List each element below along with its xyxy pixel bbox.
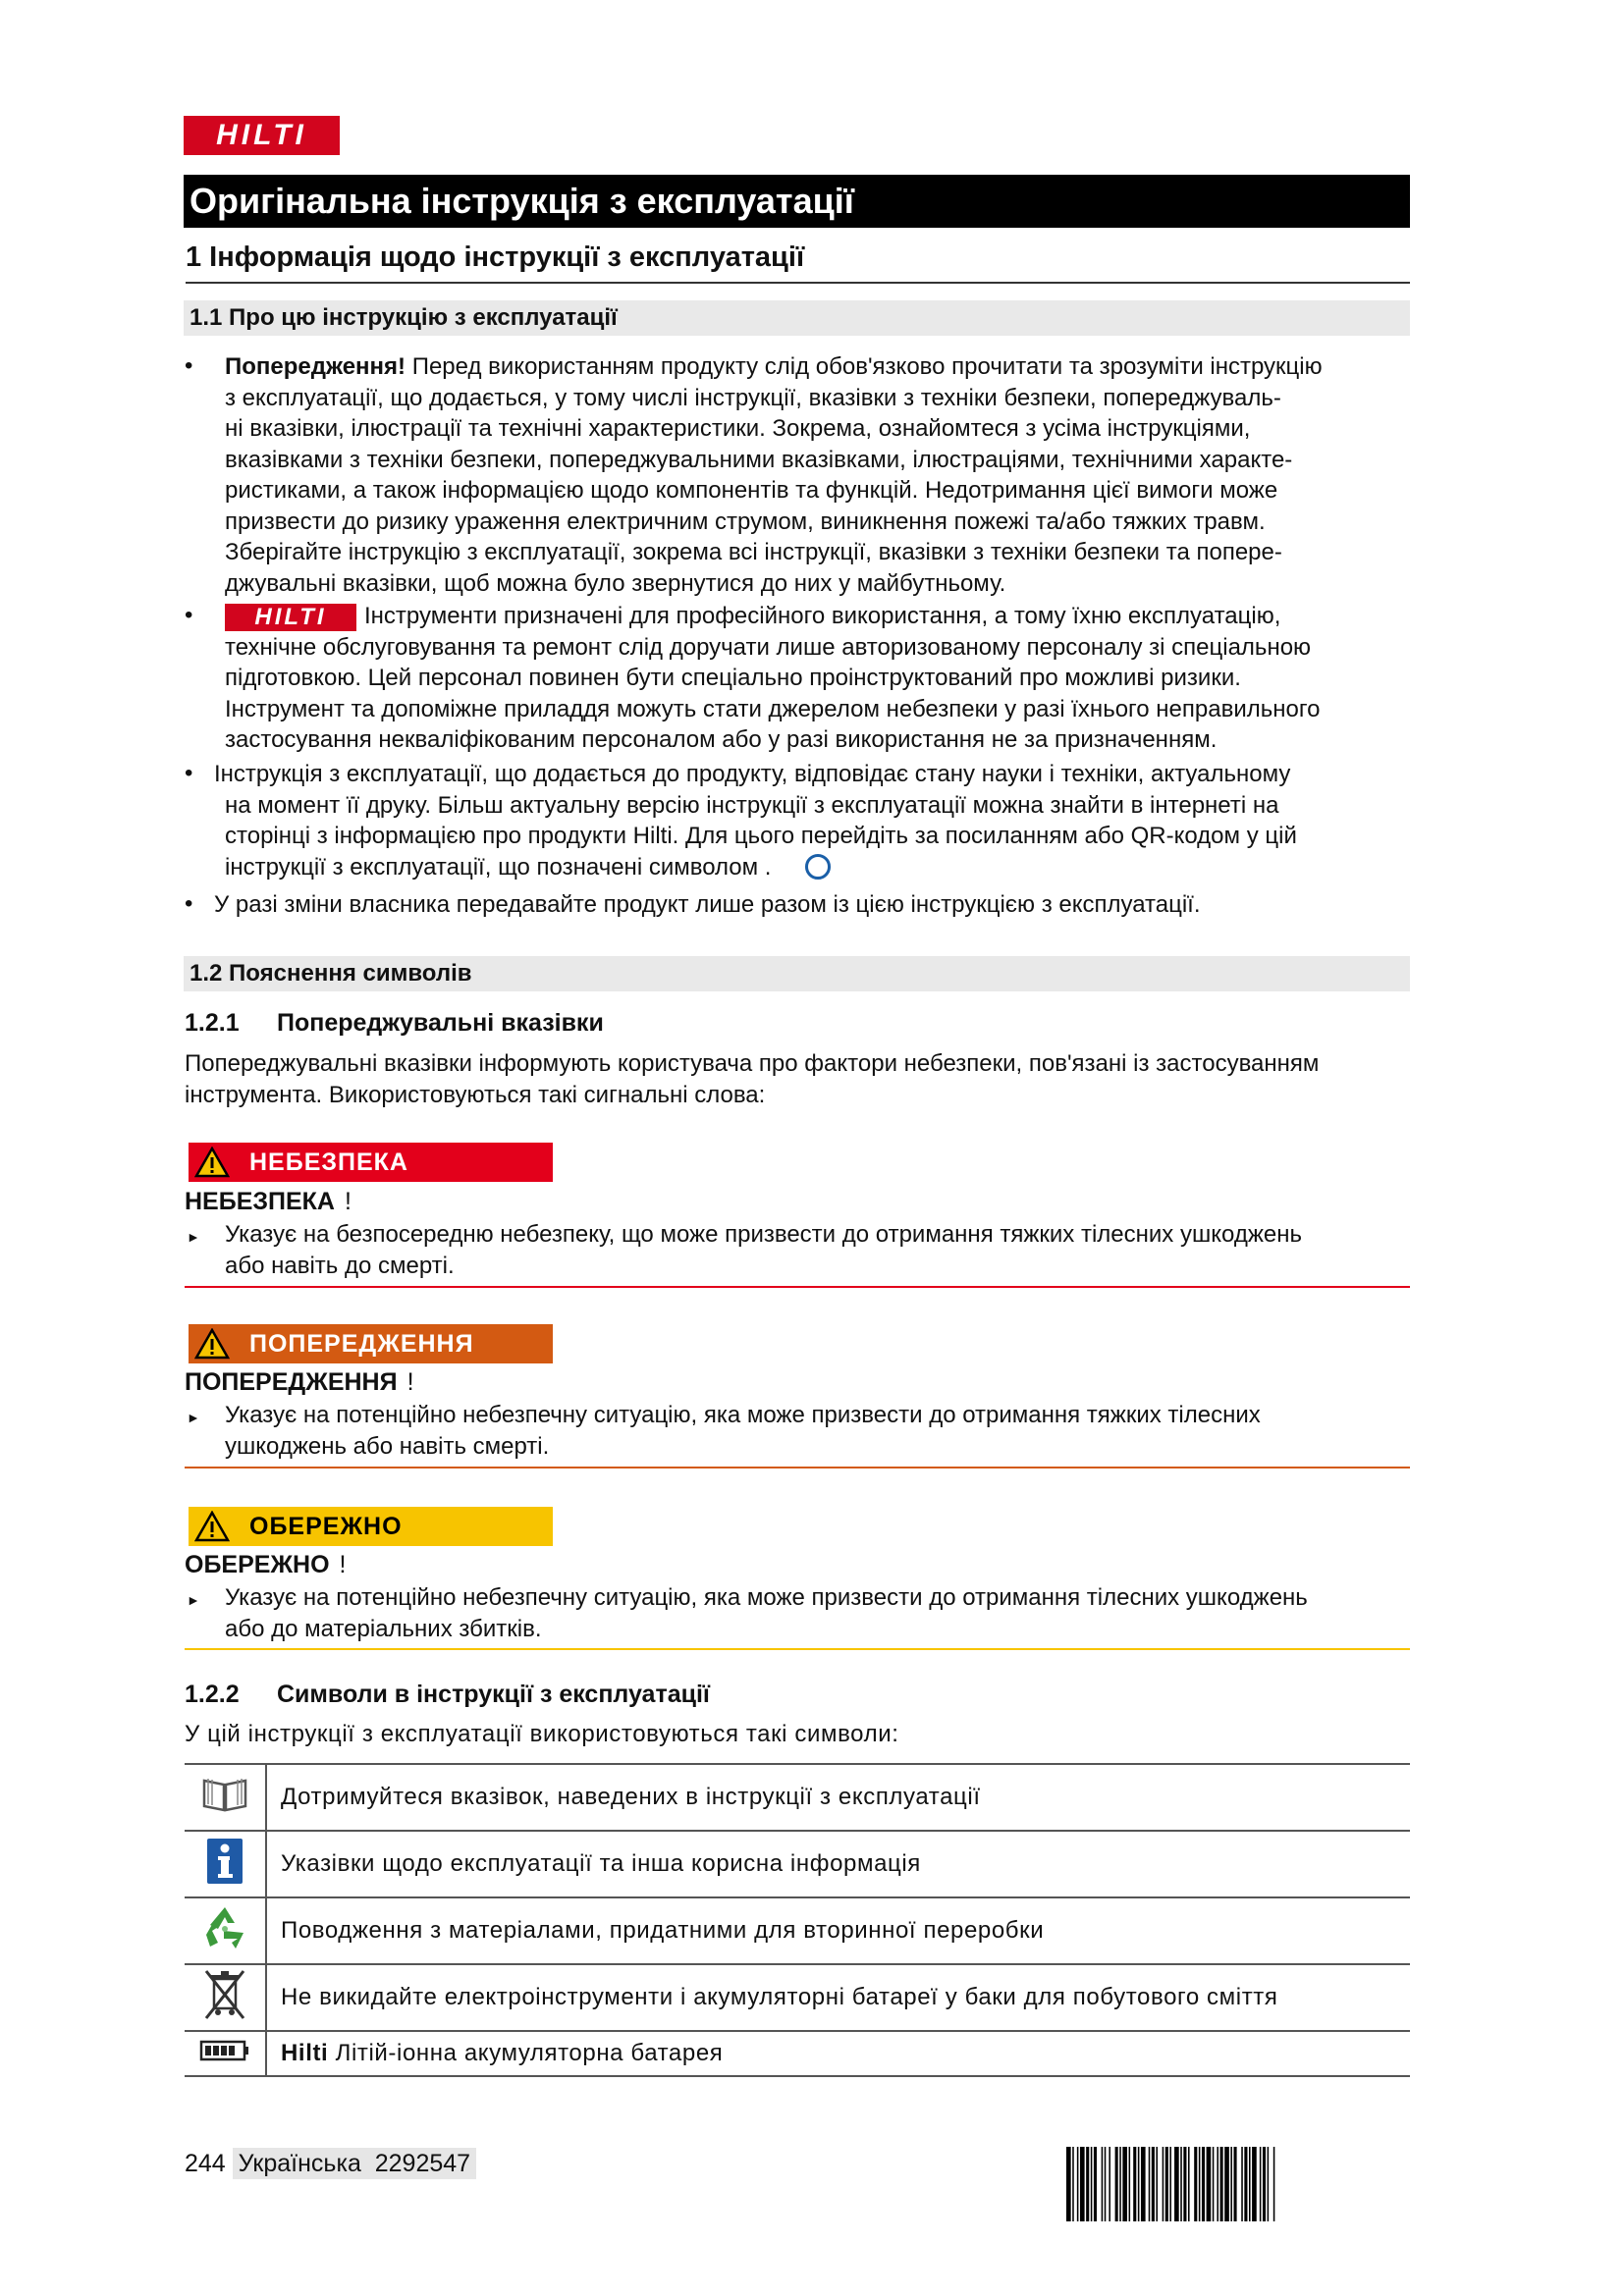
bullet-dot: • (185, 352, 193, 379)
recycle-icon (185, 1897, 266, 1964)
arrow-marker: ► (187, 1229, 200, 1245)
page-number: 244 (185, 2150, 226, 2177)
danger-description: Указує на безпосередню небезпеку, що може призвести до отримання тяжких тілесних ушкоджень або навіть до смерті. (225, 1221, 1302, 1279)
document-title: Оригінальна інструкція з експлуатації (184, 175, 1410, 228)
symbols-table (185, 1763, 1410, 2077)
caution-signal-word: ОБЕРЕЖНО ! (185, 1551, 347, 1578)
table-row: Дотримуйтеся вказівок, наведених в інструкції з експлуатації (185, 1764, 1410, 1831)
warning-triangle-icon (194, 1328, 230, 1360)
bullet-owner-change: У разі зміни власника передавайте продукт лише разом із цією інструкцією з експлуатації. (214, 891, 1201, 918)
symbols-intro: У цій інструкції з експлуатації використовуються такі символи: (185, 1721, 899, 1747)
crossed-bin-icon (185, 1964, 266, 2031)
warning-notes-intro: Попереджувальні вказівки інформують користувача про фактори небезпеки, пов'язані із застосуванням інструмента. Використовуються такі сигнальні слова: (185, 1050, 1320, 1108)
arrow-marker: ► (187, 1592, 200, 1608)
manual-book-icon (185, 1764, 266, 1831)
bullet-warning: Попередження! Перед використанням продукту слід обов'язково прочитати та зрозуміти інструкцію з експлуатації, що додається, у тому числі інструкції, вказівки з техніки безпеки, попереджуваль- ні вказівки, ілюстрації та технічні характеристики. Зокрема, ознайомтеся з усіма інструкціями, вказівками з техніки безпеки, попереджувальними вказівками, ілюстраціями, технічними характе- ристиками, а також інформацією щодо компонентів та функцій. Недотримання цієї вимоги може призвести до ризику ураження електричним струмом, виникнення пожежі та/або тяжких травм. Зберігайте інструкцію з експлуатації, зокрема всі інструкції, вказівки з техніки безпеки та попере- джувальні вказівки, щоб можна було звернутися до них у майбутньому. (225, 353, 1323, 597)
bullet-current-version: Інструкція з експлуатації, що додається до продукту, відповідає стану науки і техніки, актуальному на момент її друку. Більш актуальну версію інструкції з експлуатації можна знайти в інтернеті на сторінці з інформацією про продукти Hilti. Для цього перейдіть за посиланням або QR-кодом у цій інструкції з експлуатації, що позначені символом . (214, 761, 1297, 881)
hilti-logo (184, 116, 340, 155)
danger-signal-word: НЕБЕЗПЕКА ! (185, 1188, 352, 1215)
section-1-1-heading: 1.1 Про цю інструкцію з експлуатації (184, 300, 1410, 336)
warning-triangle-icon (194, 1147, 230, 1178)
table-row: Не викидайте електроінструменти і акумуляторні батареї у баки для побутового сміття (185, 1964, 1410, 2031)
bullet-dot: • (185, 602, 193, 628)
link-symbol-icon (805, 854, 831, 880)
table-row: Hilti Літій-іонна акумуляторна батарея (185, 2031, 1410, 2076)
section-1-heading: 1 Інформація щодо інструкції з експлуатації (186, 241, 1410, 284)
warning-divider (185, 1467, 1410, 1468)
subsection-1-2-2-heading: 1.2.2 Символи в інструкції з експлуатації (185, 1681, 710, 1708)
caution-description: Указує на потенційно небезпечну ситуацію, яка може призвести до отримання тілесних ушкоджень або до матеріальних збитків. (225, 1584, 1308, 1642)
info-icon (185, 1831, 266, 1897)
caution-divider (185, 1648, 1410, 1650)
hilti-logo-text: HILTI (216, 119, 307, 151)
battery-icon (185, 2031, 266, 2076)
warning-signal-word: ПОПЕРЕДЖЕННЯ ! (185, 1368, 414, 1396)
doc-number: 2292547 (374, 2150, 471, 2177)
barcode (1066, 2147, 1405, 2221)
danger-divider (185, 1286, 1410, 1288)
danger-signal-label: НЕБЕЗПЕКА (189, 1143, 553, 1182)
caution-signal-label: ОБЕРЕЖНО (189, 1507, 553, 1546)
subsection-1-2-1-heading: 1.2.1 Попереджувальні вказівки (185, 1009, 604, 1037)
table-row: Поводження з матеріалами, придатними для вторинної переробки (185, 1897, 1410, 1964)
arrow-marker: ► (187, 1410, 200, 1425)
hilti-brand-text: Hilti (281, 2040, 329, 2066)
section-1-2-heading: 1.2 Пояснення символів (184, 956, 1410, 991)
warning-description: Указує на потенційно небезпечну ситуацію, яка може призвести до отримання тяжких тілесних ушкоджень або навіть смерті. (225, 1402, 1261, 1460)
bullet-dot: • (185, 760, 193, 786)
warning-triangle-icon (194, 1511, 230, 1542)
table-row: Указівки щодо експлуатації та інша корисна інформація (185, 1831, 1410, 1897)
bullet-professional-use: HILTI Інструменти призначені для професійного використання, а тому їхню експлуатацію, технічне обслуговування та ремонт слід доручати лише авторизованому персоналу зі спеціальною підготовкою. Цей персонал повинен бути спеціально проінструктований про можливі ризики. Інструмент та допоміжне приладдя можуть стати джерелом небезпеки у разі їхнього неправильного застосування некваліфікованим персоналом або у разі використання не за призначенням. (225, 603, 1321, 753)
bullet-dot: • (185, 890, 193, 917)
page-footer (185, 2150, 476, 2178)
warning-signal-label: ПОПЕРЕДЖЕННЯ (189, 1324, 553, 1363)
footer-language: Українська 2292547 (233, 2148, 476, 2179)
hilti-inline-logo: HILTI (225, 604, 356, 631)
warning-lead: Попередження! (225, 353, 406, 380)
